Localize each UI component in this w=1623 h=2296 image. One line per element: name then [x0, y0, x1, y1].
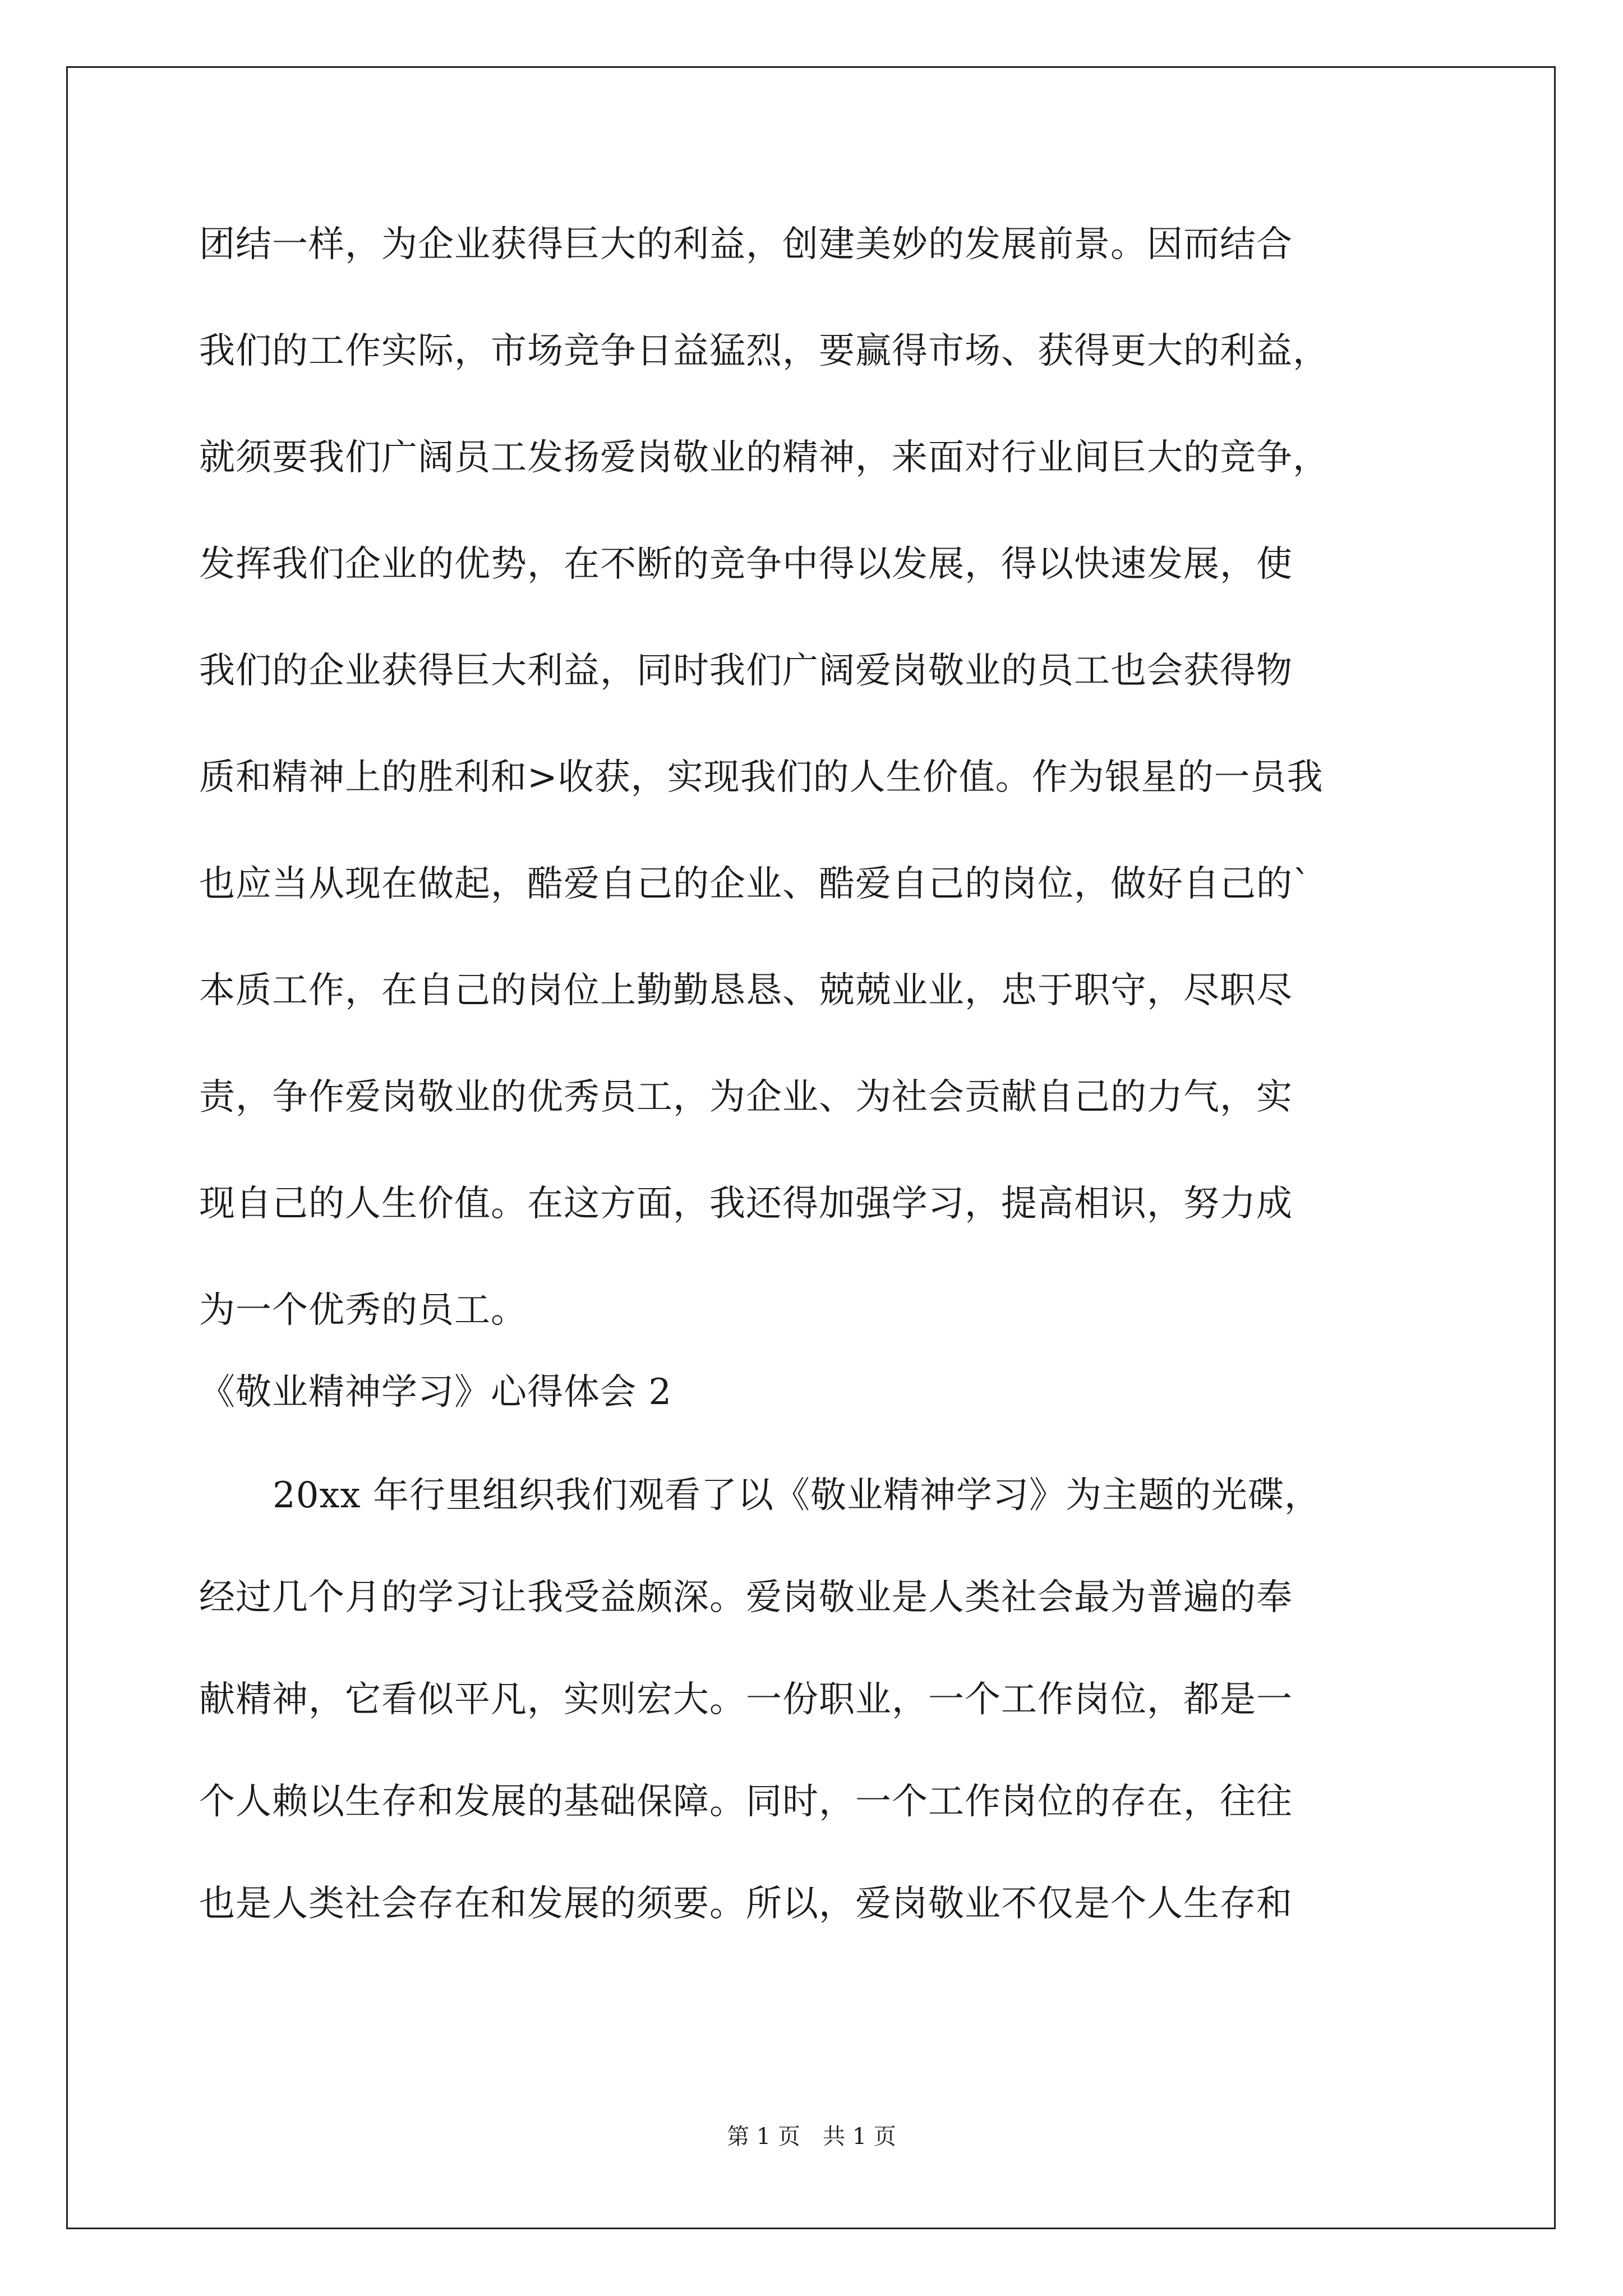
body-text-line: 现自己的人生价值。在这方面，我还得加强学习，提高相识，努力成	[199, 1183, 1293, 1225]
body-text-line: 质和精神上的胜利和>收获，实现我们的人生价值。作为银星的一员我	[199, 757, 1324, 798]
body-text-line: 为一个优秀的员工。	[199, 1290, 527, 1331]
body-text-line: 团结一样，为企业获得巨大的利益，创建美妙的发展前景。因而结合	[199, 224, 1293, 265]
paragraph-first-line: 20xx 年行里组织我们观看了以《敬业精神学习》为主题的光碟，	[273, 1475, 1321, 1516]
body-text-line: 也是人类社会存在和发展的须要。所以，爱岗敬业不仅是个人生存和	[199, 1883, 1293, 1925]
body-text-line: 献精神，它看似平凡，实则宏大。一份职业，一个工作岗位，都是一	[199, 1679, 1293, 1720]
page-number-footer: 第 1 页 共 1 页	[727, 2124, 896, 2150]
body-text-line: 我们的工作实际，市场竞争日益猛烈，要赢得市场、获得更大的利益，	[199, 330, 1329, 372]
body-text-line: 也应当从现在做起，酷爱自己的企业、酷爱自己的岗位，做好自己的`	[199, 863, 1311, 905]
body-text-line: 经过几个月的学习让我受益颇深。爱岗敬业是人类社会最为普遍的奉	[199, 1577, 1293, 1618]
body-text-line: 个人赖以生存和发展的基础保障。同时，一个工作岗位的存在，往往	[199, 1781, 1293, 1823]
section-heading: 《敬业精神学习》心得体会 2	[199, 1372, 672, 1413]
body-text-line: 本质工作，在自己的岗位上勤勤恳恳、兢兢业业，忠于职守，尽职尽	[199, 970, 1293, 1011]
body-text-line: 发挥我们企业的优势，在不断的竞争中得以发展，得以快速发展，使	[199, 544, 1293, 585]
body-text-line: 责，争作爱岗敬业的优秀员工，为企业、为社会贡献自己的力气，实	[199, 1076, 1293, 1118]
body-text-line: 我们的企业获得巨大利益，同时我们广阔爱岗敬业的员工也会获得物	[199, 650, 1293, 692]
body-text-line: 就须要我们广阔员工发扬爱岗敬业的精神，来面对行业间巨大的竞争，	[199, 437, 1329, 478]
